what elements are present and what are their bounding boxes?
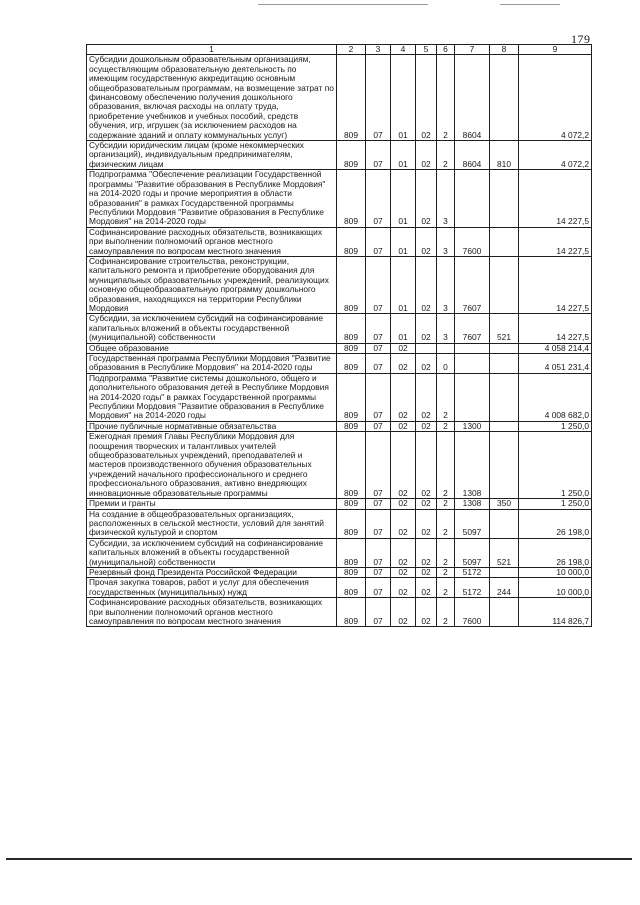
row-amount: 26 198,0 bbox=[519, 509, 592, 538]
code-column-5: 02 bbox=[416, 55, 437, 141]
table-row bbox=[87, 314, 592, 343]
code-column-3: 07 bbox=[366, 567, 391, 577]
code-column-6: 2 bbox=[437, 598, 455, 627]
code-column-5: 02 bbox=[416, 170, 437, 227]
code-column-5: 02 bbox=[416, 256, 437, 313]
code-column-2: 809 bbox=[337, 227, 366, 256]
column-header-3: 3 bbox=[366, 45, 391, 55]
code-column-5: 02 bbox=[416, 538, 437, 567]
table-row bbox=[87, 373, 592, 421]
row-amount: 1 250,0 bbox=[519, 421, 592, 431]
code-column-8: 521 bbox=[490, 314, 519, 343]
row-description: Субсидии, за исключением субсидий на софинансирование капитальных вложений в объекты государственной (муниципальной) собственности bbox=[87, 538, 337, 567]
table-row bbox=[87, 256, 592, 313]
code-column-6: 3 bbox=[437, 256, 455, 313]
column-header-1: 1 bbox=[87, 45, 337, 55]
code-column-3: 07 bbox=[366, 598, 391, 627]
code-column-8: 350 bbox=[490, 499, 519, 509]
code-column-4: 02 bbox=[391, 421, 416, 431]
code-column-6: 0 bbox=[437, 354, 455, 374]
budget-table bbox=[86, 44, 592, 627]
code-column-8 bbox=[490, 354, 519, 374]
code-column-5: 02 bbox=[416, 432, 437, 499]
code-column-6: 2 bbox=[437, 141, 455, 170]
code-column-2: 809 bbox=[337, 509, 366, 538]
column-header-6: 6 bbox=[437, 45, 455, 55]
code-column-2: 809 bbox=[337, 499, 366, 509]
code-column-6: 2 bbox=[437, 55, 455, 141]
code-column-4: 02 bbox=[391, 598, 416, 627]
code-column-2: 809 bbox=[337, 373, 366, 421]
code-column-5: 02 bbox=[416, 567, 437, 577]
code-column-4: 02 bbox=[391, 578, 416, 598]
table-row bbox=[87, 421, 592, 431]
column-header-row bbox=[87, 45, 592, 55]
table-row bbox=[87, 141, 592, 170]
table-row bbox=[87, 567, 592, 577]
code-column-5: 02 bbox=[416, 373, 437, 421]
scan-artifact-line bbox=[258, 4, 428, 5]
row-amount: 4 058 214,4 bbox=[519, 343, 592, 353]
code-column-5: 02 bbox=[416, 598, 437, 627]
row-description: Общее образование bbox=[87, 343, 337, 353]
column-header-9: 9 bbox=[519, 45, 592, 55]
code-column-4: 01 bbox=[391, 170, 416, 227]
code-column-4: 01 bbox=[391, 256, 416, 313]
code-column-4: 02 bbox=[391, 499, 416, 509]
code-column-3: 07 bbox=[366, 509, 391, 538]
code-column-2: 809 bbox=[337, 354, 366, 374]
row-description: Софинансирование строительства, реконструкции, капитального ремонта и приобретение оборудования для муниципальных образовательных учреждений, реализующих основную общеобразовательную программу дошкольного образования, находящихся на территории Республики Мордовия bbox=[87, 256, 337, 313]
code-column-5: 02 bbox=[416, 227, 437, 256]
code-column-4: 01 bbox=[391, 227, 416, 256]
row-description: Премии и гранты bbox=[87, 499, 337, 509]
row-amount: 14 227,5 bbox=[519, 170, 592, 227]
column-header-4: 4 bbox=[391, 45, 416, 55]
code-column-2: 809 bbox=[337, 421, 366, 431]
row-amount: 4 072,2 bbox=[519, 55, 592, 141]
row-description: Подпрограмма "Развитие системы дошкольного, общего и дополнительного образования детей в Республике Мордовия на 2014-2020 годы" в рамках Государственной программы Республики Мордовия "Развитие образования в Республике Мордовия" на 2014-2020 годы bbox=[87, 373, 337, 421]
code-column-3: 07 bbox=[366, 227, 391, 256]
row-amount: 1 250,0 bbox=[519, 499, 592, 509]
table-row bbox=[87, 170, 592, 227]
code-column-7 bbox=[455, 170, 490, 227]
code-column-3: 07 bbox=[366, 314, 391, 343]
code-column-6: 3 bbox=[437, 314, 455, 343]
code-column-2: 809 bbox=[337, 314, 366, 343]
code-column-2: 809 bbox=[337, 538, 366, 567]
row-amount: 14 227,5 bbox=[519, 314, 592, 343]
table-body bbox=[87, 55, 592, 627]
code-column-6: 2 bbox=[437, 538, 455, 567]
code-column-6: 2 bbox=[437, 499, 455, 509]
column-header-8: 8 bbox=[490, 45, 519, 55]
code-column-8 bbox=[490, 227, 519, 256]
row-description: Резервный фонд Президента Российской Федерации bbox=[87, 567, 337, 577]
table-row bbox=[87, 343, 592, 353]
code-column-2: 809 bbox=[337, 567, 366, 577]
code-column-3: 07 bbox=[366, 499, 391, 509]
code-column-7: 1308 bbox=[455, 499, 490, 509]
row-description: Прочие публичные нормативные обязательства bbox=[87, 421, 337, 431]
code-column-2: 809 bbox=[337, 170, 366, 227]
code-column-3: 07 bbox=[366, 373, 391, 421]
row-amount: 14 227,5 bbox=[519, 227, 592, 256]
row-description: Субсидии, за исключением субсидий на софинансирование капитальных вложений в объекты государственной (муниципальной) собственности bbox=[87, 314, 337, 343]
code-column-5: 02 bbox=[416, 499, 437, 509]
code-column-4: 02 bbox=[391, 509, 416, 538]
code-column-7: 7600 bbox=[455, 227, 490, 256]
code-column-2: 809 bbox=[337, 141, 366, 170]
row-description: Прочая закупка товаров, работ и услуг для обеспечения государственных (муниципальных) нужд bbox=[87, 578, 337, 598]
column-header-5: 5 bbox=[416, 45, 437, 55]
code-column-4: 02 bbox=[391, 343, 416, 353]
code-column-7: 8604 bbox=[455, 55, 490, 141]
code-column-7: 5172 bbox=[455, 567, 490, 577]
row-amount: 4 072,2 bbox=[519, 141, 592, 170]
code-column-3: 07 bbox=[366, 256, 391, 313]
code-column-5: 02 bbox=[416, 314, 437, 343]
column-header-2: 2 bbox=[337, 45, 366, 55]
code-column-8: 244 bbox=[490, 578, 519, 598]
code-column-5: 02 bbox=[416, 509, 437, 538]
code-column-4: 01 bbox=[391, 141, 416, 170]
code-column-6 bbox=[437, 343, 455, 353]
code-column-2: 809 bbox=[337, 256, 366, 313]
code-column-2: 809 bbox=[337, 578, 366, 598]
code-column-7: 8604 bbox=[455, 141, 490, 170]
row-description: На создание в общеобразовательных организациях, расположенных в сельской местности, условий для занятий физической культурой и спортом bbox=[87, 509, 337, 538]
code-column-7 bbox=[455, 373, 490, 421]
code-column-6: 2 bbox=[437, 578, 455, 598]
code-column-5: 02 bbox=[416, 354, 437, 374]
table-row bbox=[87, 55, 592, 141]
code-column-7: 5172 bbox=[455, 578, 490, 598]
page-number: 179 bbox=[571, 32, 591, 46]
bottom-rule bbox=[6, 858, 632, 860]
code-column-8 bbox=[490, 598, 519, 627]
code-column-6: 2 bbox=[437, 432, 455, 499]
code-column-7: 7600 bbox=[455, 598, 490, 627]
table-row bbox=[87, 509, 592, 538]
code-column-4: 01 bbox=[391, 314, 416, 343]
code-column-4: 02 bbox=[391, 432, 416, 499]
code-column-8 bbox=[490, 567, 519, 577]
code-column-3: 07 bbox=[366, 578, 391, 598]
row-amount: 114 826,7 bbox=[519, 598, 592, 627]
column-header-7: 7 bbox=[455, 45, 490, 55]
code-column-3: 07 bbox=[366, 170, 391, 227]
row-amount: 4 008 682,0 bbox=[519, 373, 592, 421]
code-column-8 bbox=[490, 170, 519, 227]
code-column-7: 1308 bbox=[455, 432, 490, 499]
row-description: Государственная программа Республики Мордовия "Развитие образования в Республике Мордовия" на 2014-2020 годы bbox=[87, 354, 337, 374]
code-column-7: 7607 bbox=[455, 314, 490, 343]
row-description: Субсидии юридическим лицам (кроме некоммерческих организаций), индивидуальным предпринимателям, физическим лицам bbox=[87, 141, 337, 170]
code-column-5: 02 bbox=[416, 578, 437, 598]
code-column-6: 2 bbox=[437, 373, 455, 421]
table-row bbox=[87, 598, 592, 627]
code-column-7 bbox=[455, 354, 490, 374]
row-amount: 26 198,0 bbox=[519, 538, 592, 567]
code-column-2: 809 bbox=[337, 432, 366, 499]
code-column-8 bbox=[490, 343, 519, 353]
code-column-7: 7607 bbox=[455, 256, 490, 313]
code-column-4: 02 bbox=[391, 567, 416, 577]
code-column-3: 07 bbox=[366, 55, 391, 141]
row-description: Ежегодная премия Главы Республики Мордовия для поощрения творческих и талантливых учителей общеобразовательных учреждений, преподавателей и мастеров производственного обучения образовательных учреждений начального профессионального и среднего профессионального образования, активно внедряющих инновационные образовательные программы bbox=[87, 432, 337, 499]
code-column-3: 07 bbox=[366, 538, 391, 567]
code-column-7 bbox=[455, 343, 490, 353]
code-column-5: 02 bbox=[416, 421, 437, 431]
code-column-6: 2 bbox=[437, 567, 455, 577]
row-description: Софинансирование расходных обязательств, возникающих при выполнении полномочий органов местного самоуправления по вопросам местного значения bbox=[87, 598, 337, 627]
code-column-4: 02 bbox=[391, 538, 416, 567]
row-amount: 1 250,0 bbox=[519, 432, 592, 499]
code-column-2: 809 bbox=[337, 343, 366, 353]
code-column-5: 02 bbox=[416, 141, 437, 170]
code-column-5 bbox=[416, 343, 437, 353]
row-amount: 4 051 231,4 bbox=[519, 354, 592, 374]
table-row bbox=[87, 227, 592, 256]
table-row bbox=[87, 578, 592, 598]
code-column-4: 02 bbox=[391, 354, 416, 374]
row-description: Софинансирование расходных обязательств, возникающих при выполнении полномочий органов местного самоуправления по вопросам местного значения bbox=[87, 227, 337, 256]
code-column-2: 809 bbox=[337, 598, 366, 627]
code-column-3: 07 bbox=[366, 343, 391, 353]
code-column-6: 2 bbox=[437, 421, 455, 431]
code-column-8 bbox=[490, 421, 519, 431]
row-amount: 10 000,0 bbox=[519, 567, 592, 577]
code-column-7: 5097 bbox=[455, 538, 490, 567]
table-row bbox=[87, 432, 592, 499]
code-column-8 bbox=[490, 256, 519, 313]
table-row bbox=[87, 354, 592, 374]
code-column-8 bbox=[490, 55, 519, 141]
table-row bbox=[87, 499, 592, 509]
code-column-8 bbox=[490, 373, 519, 421]
code-column-2: 809 bbox=[337, 55, 366, 141]
code-column-8: 810 bbox=[490, 141, 519, 170]
code-column-8 bbox=[490, 509, 519, 538]
code-column-6: 3 bbox=[437, 170, 455, 227]
scan-artifact-line-right bbox=[500, 4, 560, 5]
code-column-6: 2 bbox=[437, 509, 455, 538]
code-column-4: 02 bbox=[391, 373, 416, 421]
code-column-6: 3 bbox=[437, 227, 455, 256]
code-column-8 bbox=[490, 432, 519, 499]
code-column-8: 521 bbox=[490, 538, 519, 567]
row-amount: 14 227,5 bbox=[519, 256, 592, 313]
row-amount: 10 000,0 bbox=[519, 578, 592, 598]
row-description: Субсидии дошкольным образовательным организациям, осуществляющим образовательную деятельность по имеющим государственную аккредитацию основным общеобразовательным программам, на возмещение затрат по финансовому обеспечению получения дошкольного образования, включая расходы на оплату труда, приобретение учебников и учебных пособий, средств обучения, игр, игрушек (за исключением расходов на содержание зданий и оплату коммунальных услуг) bbox=[87, 55, 337, 141]
code-column-3: 07 bbox=[366, 141, 391, 170]
code-column-7: 1300 bbox=[455, 421, 490, 431]
code-column-3: 07 bbox=[366, 432, 391, 499]
code-column-7: 5097 bbox=[455, 509, 490, 538]
code-column-3: 07 bbox=[366, 354, 391, 374]
row-description: Подпрограмма "Обеспечение реализации Государственной программы "Развитие образования в Республике Мордовия" на 2014-2020 годы и прочие мероприятия в области образования" в рамках Государственной программы Республики Мордовия "Развитие образования в Республике Мордовия" на 2014-2020 годы bbox=[87, 170, 337, 227]
code-column-3: 07 bbox=[366, 421, 391, 431]
table-row bbox=[87, 538, 592, 567]
code-column-4: 01 bbox=[391, 55, 416, 141]
